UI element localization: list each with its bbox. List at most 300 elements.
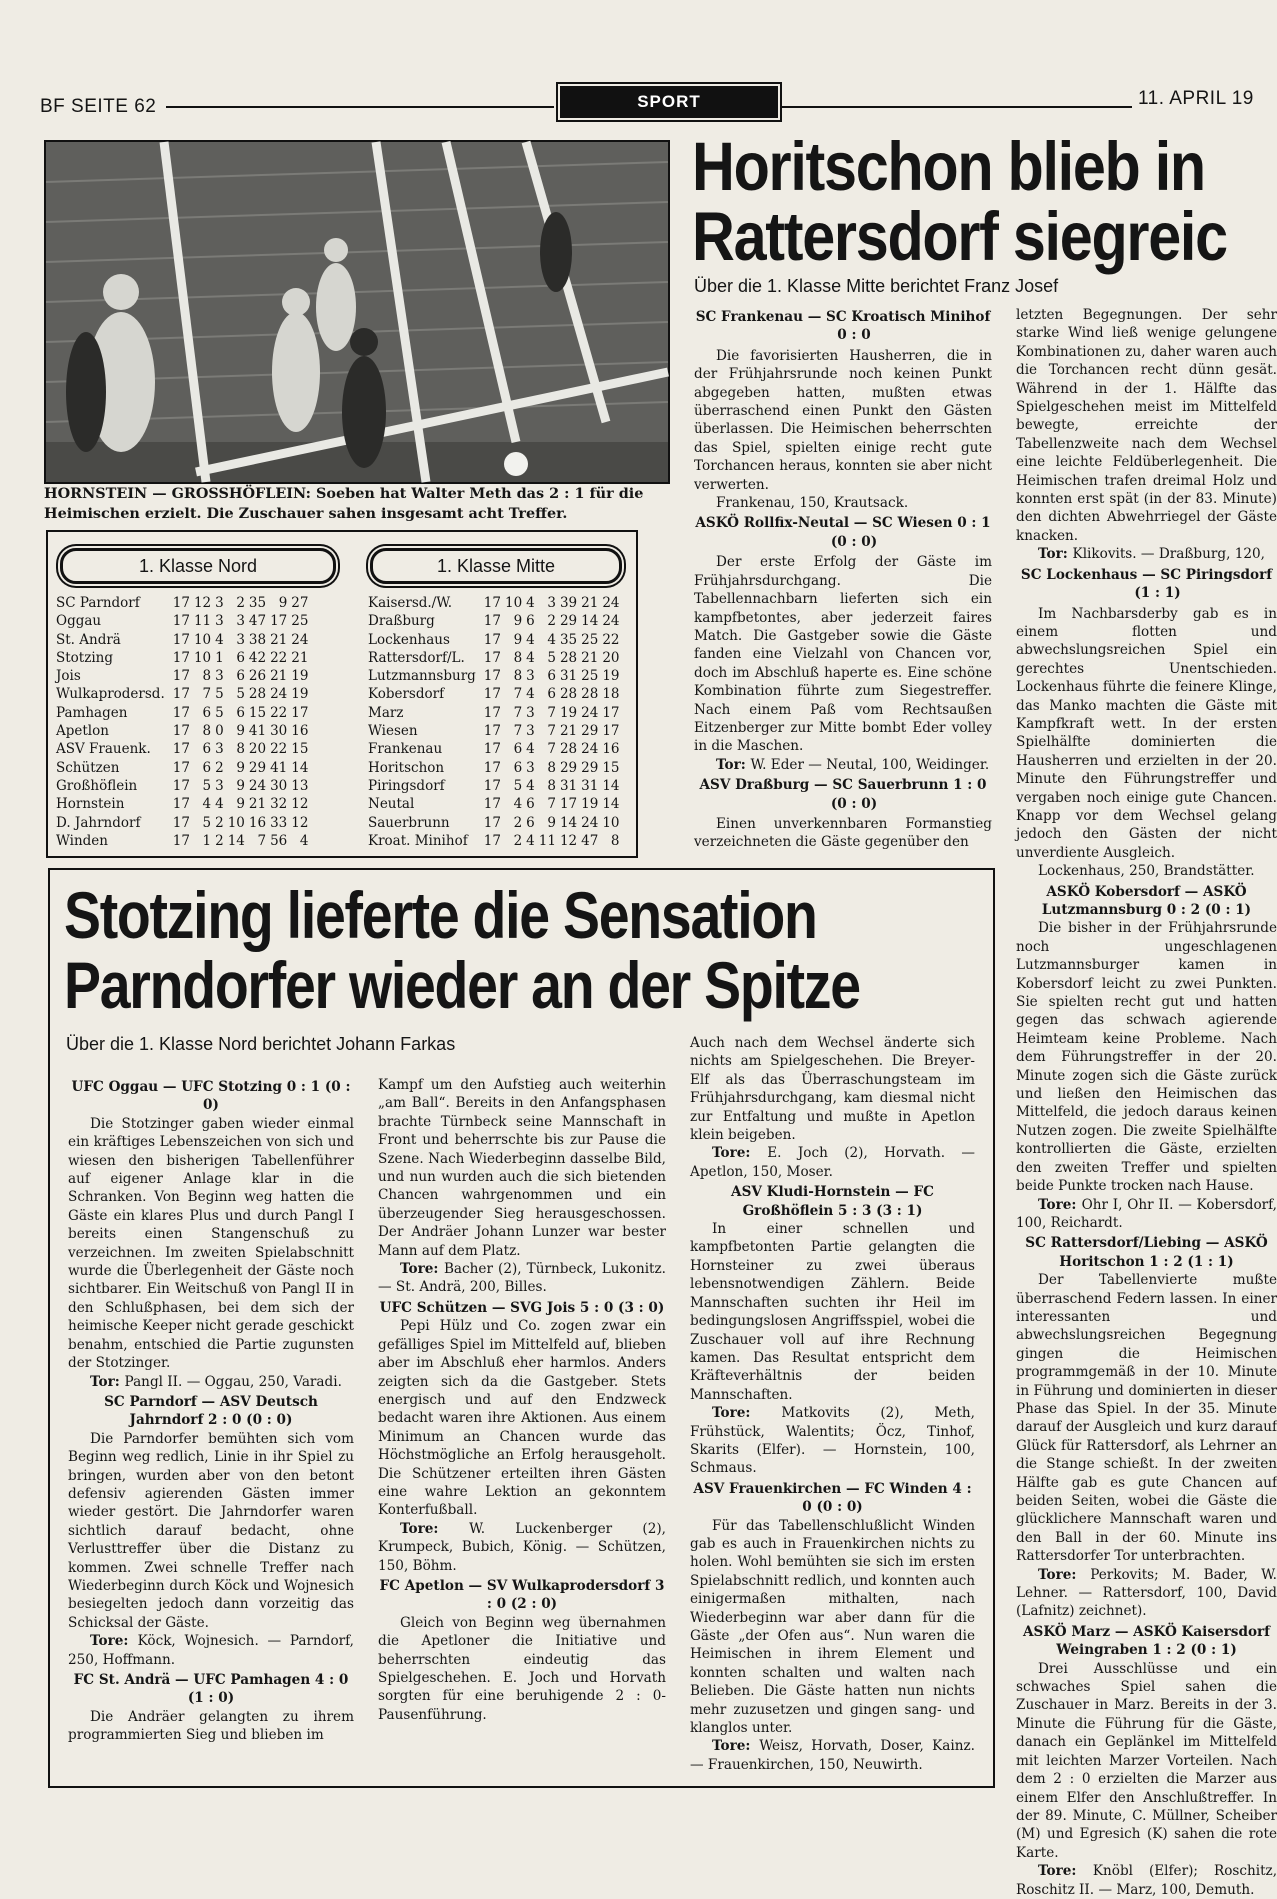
team-name: Marz xyxy=(368,704,404,721)
stat-cell: 29 xyxy=(559,759,578,776)
scorers-text: Perkovits; M. Bader, W. Lehner. — Rattersdorf, 100, David (Lafnitz) zeichnet). xyxy=(1016,1566,1277,1620)
paragraph: Kampf um den Aufstieg auch weiterhin „am Ball“. Bereits in den Anfangsphasen brachte Türnbeck seine Mannschaft in Front und beherrschte bis zur Pause die Szene. Nach Wiederbeginn dasselbe Bild, und nun wurden auch die sich bietenden Chancen wahrgenommen und ein überzeugender Sieg herausgeschossen. Der Andräer Johann Lunzer war bester Mann auf dem Platz. xyxy=(378,1077,666,1259)
masthead-rule-right xyxy=(780,106,1132,108)
team-name: Kobersdorf xyxy=(368,686,445,703)
scorers-label: Tore: xyxy=(1038,1196,1082,1213)
stat-cell: 6 xyxy=(236,668,245,685)
stat-cell: 2 xyxy=(215,814,224,831)
stat-cell: 35 xyxy=(248,595,267,611)
standings-nord-table xyxy=(54,594,310,850)
stat-cell: 17 xyxy=(483,613,501,630)
stat-cell: 14 xyxy=(227,832,245,849)
stat-cell: 17 xyxy=(172,777,190,794)
stat-cell: 17 xyxy=(172,631,190,648)
stat-cell: 10 xyxy=(193,631,212,648)
team-name: Kaisersd./W. xyxy=(368,595,453,611)
scorers-line xyxy=(1016,545,1277,563)
stat-cell: 28 xyxy=(581,686,599,703)
scorers-line xyxy=(694,756,992,774)
scorers-text: Köck, Wojnesich. — Parndorf, 250, Hoffmann. xyxy=(68,1633,354,1668)
standings-row xyxy=(54,832,310,850)
stat-cell: 8 xyxy=(236,741,245,758)
stat-cell: 14 xyxy=(602,777,620,794)
stat-cell: 12 xyxy=(291,796,309,813)
scorers-label: Tore: xyxy=(1038,1863,1093,1880)
paragraph: Einen unverkennbaren Formanstieg verzeichneten die Gäste gegenüber den xyxy=(694,815,992,851)
stat-cell: 3 xyxy=(215,595,224,611)
match-heading: FC St. Andrä — UFC Pamhagen 4 : 0 (1 : 0) xyxy=(73,1672,349,1707)
stat-cell: 2 xyxy=(547,613,556,630)
headline-mitte-line2: Rattersdorf siegreic xyxy=(692,198,1227,275)
stat-cell: 38 xyxy=(248,631,267,648)
team-name: Winden xyxy=(56,832,108,849)
article-nord-column-2 xyxy=(378,1076,666,1766)
scorers-text: Matkovits (2), Meth, Frühstück, Walentits; Öcz, Tinhof, Skarits (Elfer). — Hornstein, 100, Schmaus. xyxy=(690,1405,975,1477)
paragraph: In einer schnellen und kampfbetonten Partie gelangten die Hornsteiner zu zwei überaus lebensnotwendigen Zählern. Beide Mannschaften suchten ihr Heil im bedingungslosen Angriffsspiel, wobei die Zuschauer voll auf ihre Rechnung kamen. Das Resultat entspricht dem Kräfteverhältnis der beiden Mannschaften. xyxy=(690,1221,975,1403)
stat-cell: 15 xyxy=(602,759,620,776)
standings-row xyxy=(54,667,310,685)
standings-row xyxy=(366,740,622,758)
stat-cell: 28 xyxy=(559,686,578,703)
team-name: D. Jahrndorf xyxy=(56,814,141,831)
stat-cell: 17 xyxy=(172,613,190,630)
team-name: ASV Frauenk. xyxy=(56,741,151,758)
byline-mitte: Über die 1. Klasse Mitte berichtet Franz Josef xyxy=(694,276,1059,296)
stat-cell: 12 xyxy=(559,832,578,849)
stat-cell: 6 xyxy=(236,649,245,666)
halftime-score: 0 : 0 xyxy=(837,327,871,344)
stat-cell: 2 xyxy=(513,814,523,831)
stat-cell: 0 xyxy=(215,723,224,740)
stat-cell: 7 xyxy=(547,741,556,758)
stat-cell: 5 xyxy=(202,814,212,831)
stat-cell: 4 xyxy=(526,595,535,611)
article-nord-column-3 xyxy=(690,1034,975,1773)
stat-cell: 6 xyxy=(202,741,212,758)
stat-cell: 17 xyxy=(172,814,190,831)
standings-row xyxy=(54,649,310,667)
stat-cell: 4 xyxy=(547,631,556,648)
stat-cell: 24 xyxy=(270,686,288,703)
stat-cell: 17 xyxy=(483,595,501,611)
byline-nord: Über die 1. Klasse Nord berichtet Johann Farkas xyxy=(66,1034,456,1054)
stat-cell: 6 xyxy=(513,759,523,776)
scorers-label: Tor: xyxy=(90,1373,125,1390)
stat-cell: 24 xyxy=(291,631,309,648)
stat-cell: 4 xyxy=(202,796,212,813)
stat-cell: 10 xyxy=(602,814,620,831)
stat-cell: 3 xyxy=(526,668,535,685)
standings-row xyxy=(54,722,310,740)
stat-cell: 15 xyxy=(291,741,309,758)
scorers-label: Tore: xyxy=(400,1520,470,1537)
headline-mitte-line1: Horitschon blieb in xyxy=(692,128,1205,205)
paragraph: Lockenhaus, 250, Brandstätter. xyxy=(1038,863,1255,880)
paragraph: Die favorisierten Hausherren, die in der Frühjahrsrunde noch keinen Punkt abgegeben hatten, mußten etwas überraschend einen Punkt den Gästen überlassen. Die Heimischen beherrschten das Spiel, spielten einige recht gute Torchancen heraus, konnten sie aber nicht verwerten. xyxy=(694,347,992,493)
match-heading: ASV Draßburg — SC Sauerbrunn 1 : 0 xyxy=(699,777,987,794)
standings-nord-title: 1. Klasse Nord xyxy=(60,548,336,584)
stat-cell: 4 xyxy=(526,832,535,849)
stat-cell: 21 xyxy=(291,649,309,666)
scorers-text: E. Joch (2), Horvath. — Apetlon, 150, Moser. xyxy=(690,1145,975,1180)
standings-mitte-table xyxy=(366,594,622,850)
stat-cell: 8 xyxy=(202,668,212,685)
stat-cell: 16 xyxy=(602,741,620,758)
stat-cell: 24 xyxy=(581,741,599,758)
paragraph: Der Tabellenvierte mußte überraschend Federn lassen. In einer interessanten und abwechslungsreichen Begegnung gingen die Heimischen programmgemäß in der 10. Minute in Führung und dominierten in dieser Phase das Spiel. In der 35. Minute darauf der Ausgleich und kurz darauf Glück für Rattersdorf, als Lehrner an die Stange schießt. In der zweiten Hälfte gab es gute Chancen auf beiden Seiten, wobei die Gäste die glücklichere Mannschaft waren und den Ball in der 60. Minute ins Rattersdorfer Tor unterbrachten. xyxy=(1016,1272,1277,1565)
standings-row xyxy=(366,814,622,832)
scorers-text: Klikovits. — Draßburg, 120, xyxy=(1072,546,1265,563)
stat-cell: 24 xyxy=(602,613,620,630)
stat-cell: 6 xyxy=(526,613,535,630)
scorers-label: Tore: xyxy=(712,1145,768,1162)
stat-cell: 25 xyxy=(581,668,599,685)
stat-cell: 17 xyxy=(483,723,501,740)
stat-cell: 22 xyxy=(270,649,288,666)
stat-cell: 14 xyxy=(581,613,599,630)
standings-row xyxy=(366,722,622,740)
standings-row xyxy=(54,814,310,832)
standings-row xyxy=(366,685,622,703)
paragraph: Die Parndorfer bemühten sich vom Beginn weg redlich, Linie in ihr Spiel zu bringen, wurden aber von den betont defensiv agierenden Gästen immer wieder gestört. Die Jahrndorfer waren sichtlich darauf bedacht, ohne Verlusttreffer über die Distanz zu kommen. Zwei schnelle Treffer nach Wiederbeginn durch Köck und Wojnesich besiegelten jedoch dann vorzeitig das Schicksal der Gäste. xyxy=(68,1430,354,1631)
match-heading: ASKÖ Marz — ASKÖ Kaisersdorf Weingraben 1 : 2 (0 : 1) xyxy=(1022,1623,1271,1659)
scorers-text: Pangl II. — Oggau, 250, Varadi. xyxy=(124,1373,342,1390)
standings-mitte-title: 1. Klasse Mitte xyxy=(370,548,622,584)
stat-cell: 2 xyxy=(236,595,245,611)
stat-cell: 17 xyxy=(602,723,620,740)
paragraph: Die Andräer gelangten zu ihrem programmierten Sieg und blieben im xyxy=(68,1708,354,1744)
stat-cell: 6 xyxy=(202,759,212,776)
team-name: Hornstein xyxy=(56,796,125,813)
stat-cell: 3 xyxy=(236,631,245,648)
scorers-line xyxy=(378,1520,666,1575)
article-mitte-column-1 xyxy=(694,306,992,854)
stat-cell: 9 xyxy=(236,723,245,740)
stat-cell: 3 xyxy=(215,741,224,758)
stat-cell: 28 xyxy=(248,686,267,703)
stat-cell: 9 xyxy=(236,759,245,776)
stat-cell: 17 xyxy=(172,832,190,849)
paragraph: letzten Begegnungen. Der sehr starke Wind ließ wenige gelungene Kombinationen zu, daher waren auch die Torchancen recht dünn gesät. Während in der 1. Hälfte das Spielgeschehen meist im Mittelfeld bewegte, erreichte der Tabellenzweite nach dem Wechsel eine leichte Feldüberlegenheit. Die Heimischen trafen dreimal Holz und konnten erst spät (in der 83. Minute) den dichten Abwehrriegel der Gäste knacken. xyxy=(1016,307,1277,544)
stat-cell: 21 xyxy=(270,668,288,685)
scorers-line xyxy=(68,1632,354,1669)
stat-cell: 17 xyxy=(483,668,501,685)
stat-cell: 17 xyxy=(172,796,190,813)
paragraph: Auch nach dem Wechsel änderte sich nichts am Spielgeschehen. Die Breyer-Elf als das Überraschungsteam im Frühjahrsdurchgang, kam diesmal nicht zur Entfaltung und mußte in Apetlon klein beigeben. xyxy=(690,1035,975,1144)
stat-cell: 2 xyxy=(215,759,224,776)
stat-cell: 7 xyxy=(513,723,523,740)
stat-cell: 7 xyxy=(547,704,556,721)
stat-cell: 8 xyxy=(202,723,212,740)
match-heading: SC Rattersdorf/Liebing — ASKÖ Horitschon 1 : 2 (1 : 1) xyxy=(1025,1235,1268,1270)
stat-cell: 3 xyxy=(236,613,245,630)
standings-row xyxy=(366,704,622,722)
stat-cell: 4 xyxy=(526,649,535,666)
stat-cell: 33 xyxy=(270,814,288,831)
stat-cell: 20 xyxy=(248,741,267,758)
stat-cell: 17 xyxy=(483,759,501,776)
scorers-label: Tore: xyxy=(712,1405,782,1422)
team-name: Kroat. Minihof xyxy=(368,832,468,849)
stat-cell: 6 xyxy=(236,704,245,721)
team-name: Rattersdorf/L. xyxy=(368,649,465,666)
stat-cell: 21 xyxy=(581,649,599,666)
stat-cell: 11 xyxy=(538,832,556,849)
scorers-line xyxy=(690,1404,975,1478)
stat-cell: 7 xyxy=(513,704,523,721)
stat-cell: 13 xyxy=(291,777,309,794)
standings-row xyxy=(54,777,310,795)
stat-cell: 14 xyxy=(559,814,578,831)
stat-cell: 19 xyxy=(291,686,309,703)
team-name: Lutzmannsburg xyxy=(368,668,476,685)
standings-row xyxy=(54,594,310,612)
stat-cell: 25 xyxy=(581,631,599,648)
stat-cell: 24 xyxy=(602,595,620,611)
stat-cell: 2 xyxy=(513,832,523,849)
headline-nord-line1: Stotzing lieferte die Sensation xyxy=(64,878,817,952)
stat-cell: 42 xyxy=(248,649,267,666)
stat-cell: 16 xyxy=(248,814,267,831)
stat-cell: 17 xyxy=(483,649,501,666)
stat-cell: 6 xyxy=(526,814,535,831)
stat-cell: 10 xyxy=(227,814,245,831)
headline-nord-line2: Parndorfer wieder an der Spitze xyxy=(64,948,860,1022)
stat-cell: 17 xyxy=(172,668,190,685)
paragraph: Der erste Erfolg der Gäste im Frühjahrsdurchgang. Die Tabellennachbarn lieferten sich ein kampfbetontes, aber jederzeit faires Match. Die Gastgeber sowie die Gäste fanden eine Vielzahl von Chancen vor, doch im Abschluß haperte es. Eine schöne Kombination führte zum Siegestreffer. Nach einem Paß vom Rechtsaußen Eitzenberger zur Mitte bombt Eder volley in die Maschen. xyxy=(694,554,992,755)
paragraph: Pepi Hülz und Co. zogen zwar ein gefälliges Spiel im Mittelfeld auf, blieben aber im Abschluß eher harmlos. Anders zeigten sich da die Gastgeber. Stets energisch und auf den Endzweck bedacht waren ihre Aktionen. Aus einem Minimum an Chancen wurde das Höchstmögliche an Erfolg herausgeholt. Die Schützener erteilten ihren Gästen eine wahre Lektion an gekonntem Konterfußball. xyxy=(378,1318,666,1519)
stat-cell: 4 xyxy=(526,741,535,758)
scorers-label: Tore: xyxy=(400,1261,444,1278)
stat-cell: 9 xyxy=(236,796,245,813)
team-name: Wiesen xyxy=(368,723,418,740)
stat-cell: 4 xyxy=(526,631,535,648)
stat-cell: 22 xyxy=(270,704,288,721)
stat-cell: 8 xyxy=(547,777,556,794)
team-name: Stotzing xyxy=(56,649,113,666)
standings-row xyxy=(366,612,622,630)
stat-cell: 5 xyxy=(202,777,212,794)
team-name: Frankenau xyxy=(368,741,443,758)
standings-row xyxy=(366,795,622,813)
stat-cell: 12 xyxy=(193,595,212,611)
stat-cell: 25 xyxy=(291,613,309,630)
match-heading: FC Apetlon — SV Wulkaprodersdorf 3 : 0 (2 : 0) xyxy=(379,1577,665,1613)
stat-cell: 24 xyxy=(581,814,599,831)
stat-cell: 6 xyxy=(513,741,523,758)
match-heading: SC Lockenhaus — SC Piringsdorf xyxy=(1020,566,1273,583)
team-name: Sauerbrunn xyxy=(368,814,450,831)
stat-cell: 31 xyxy=(559,777,578,794)
scorers-text: Ohr I, Ohr II. — Kobersdorf, 100, Reichardt. xyxy=(1016,1196,1277,1231)
stat-cell: 17 xyxy=(483,796,501,813)
stat-cell: 5 xyxy=(215,686,224,703)
page-label: BF SEITE 62 xyxy=(40,96,157,117)
stat-cell: 21 xyxy=(248,796,267,813)
stat-cell: 17 xyxy=(172,595,190,611)
stat-cell: 41 xyxy=(270,759,288,776)
stat-cell: 30 xyxy=(270,777,288,794)
stat-cell: 6 xyxy=(526,796,535,813)
stat-cell: 17 xyxy=(172,704,190,721)
stat-cell: 3 xyxy=(215,613,224,630)
team-name: SC Parndorf xyxy=(56,595,140,611)
stat-cell: 20 xyxy=(602,649,620,666)
match-photo xyxy=(44,140,670,484)
stat-cell: 29 xyxy=(248,759,267,776)
team-name: Piringsdorf xyxy=(368,777,445,794)
standings-row xyxy=(366,631,622,649)
stat-cell: 4 xyxy=(215,631,224,648)
scorers-text: Bacher (2), Türnbeck, Lukonitz. — St. Andrä, 200, Billes. xyxy=(378,1261,666,1296)
stat-cell: 4 xyxy=(215,796,224,813)
stat-cell: 3 xyxy=(215,668,224,685)
stat-cell: 41 xyxy=(248,723,267,740)
stat-cell: 17 xyxy=(172,741,190,758)
stat-cell: 10 xyxy=(193,649,212,666)
stat-cell: 4 xyxy=(299,832,309,849)
photo-illustration xyxy=(46,142,668,482)
stat-cell: 4 xyxy=(526,777,535,794)
standings-row xyxy=(366,649,622,667)
photo-caption xyxy=(44,484,674,524)
stat-cell: 12 xyxy=(291,814,309,831)
stat-cell: 17 xyxy=(483,631,501,648)
standings-row xyxy=(366,832,622,850)
stat-cell: 31 xyxy=(581,777,599,794)
stat-cell: 24 xyxy=(581,704,599,721)
stat-cell: 14 xyxy=(291,759,309,776)
standings-box xyxy=(46,530,638,858)
standings-row xyxy=(54,685,310,703)
stat-cell: 18 xyxy=(602,686,620,703)
standings-row xyxy=(366,759,622,777)
article-mitte-column-2 xyxy=(1016,306,1277,1898)
stat-cell: 17 xyxy=(270,613,288,630)
stat-cell: 11 xyxy=(193,613,212,630)
match-heading: SC Parndorf — ASV Deutsch Jahrndorf 2 : 0 (0 : 0) xyxy=(104,1393,318,1429)
caption-text: Soeben hat Walter Meth das 2 : 1 für die Heimischen erzielt. Die Zuschauer sahen insgesamt acht Treffer. xyxy=(44,485,644,522)
stat-cell: 4 xyxy=(526,686,535,703)
stat-cell: 8 xyxy=(513,668,523,685)
stat-cell: 1 xyxy=(202,832,212,849)
stat-cell: 17 xyxy=(172,649,190,666)
standings-row xyxy=(54,631,310,649)
stat-cell: 39 xyxy=(559,595,578,611)
stat-cell: 28 xyxy=(559,649,578,666)
stat-cell: 30 xyxy=(270,723,288,740)
paragraph: Für das Tabellenschlußlicht Winden gab es auch in Frauenkirchen nichts zu holen. Wohl bemühten sie sich im ersten Spielabschnitt redlich, und konnten auch einigermaßen mithalten, nach Wiederbeginn war aber dann für die Gäste „der Ofen aus“. Nun waren die Heimischen in ihrem Element und konnten schalten und walten nach Belieben. Die Gäste hatten nun nichts mehr zuzusetzen und gingen sang- und klanglos unter. xyxy=(690,1517,975,1737)
stat-cell: 7 xyxy=(547,796,556,813)
team-name: St. Andrä xyxy=(56,631,121,648)
scorers-label: Tor: xyxy=(716,756,751,773)
stat-cell: 19 xyxy=(559,704,578,721)
stat-cell: 26 xyxy=(248,668,267,685)
team-name: Jois xyxy=(56,668,81,685)
stat-cell: 17 xyxy=(291,704,309,721)
stat-cell: 6 xyxy=(547,668,556,685)
team-name: Draßburg xyxy=(368,613,435,630)
match-heading: UFC Schützen — SVG Jois 5 : 0 (3 : 0) xyxy=(379,1299,665,1316)
scorers-line xyxy=(1016,1196,1277,1233)
scorers-line xyxy=(68,1373,354,1391)
stat-cell: 9 xyxy=(547,814,556,831)
paragraph: Die Stotzinger gaben wieder einmal ein kräftiges Lebenszeichen von sich und wiesen den bisherigen Tabellenführer auf eigener Anlage klar in die Schranken. Von Beginn weg hatten die Gäste ein klares Plus und durch Pangl I bereits einen Stangenschuß zu verzeichnen. Im zweiten Spielabschnitt wurde die Überlegenheit der Gäste noch sichtbarer. Ein Weitschuß von Pangl II in den Schlußphasen, bei dem sich der heimische Keeper nicht gerade geschickt benahm, entschied die Partie zugunsten der Stotzinger. xyxy=(68,1115,354,1372)
team-name: Horitschon xyxy=(368,759,445,776)
match-heading: SC Frankenau — SC Kroatisch Minihof xyxy=(695,309,991,325)
stat-cell: 7 xyxy=(257,832,267,849)
stat-cell: 17 xyxy=(483,832,501,849)
paragraph: Im Nachbarsderby gab es in einem flotten und abwechslungsreichen Spiel ein gerechtes Unentschieden. Lockenhaus führte die feinere Klinge, das Manko machten die Gäste mit Kampfkraft wett. In der ersten Spielhälfte dominierten die Hausherren und erzielten in der 20. Minute den Führungstreffer und vergaben noch einige gute Chancen. Knapp vor dem Wechsel gelang jedoch den Gästen der nicht unverdiente Ausgleich. xyxy=(1016,605,1277,861)
halftime-score: (0 : 0) xyxy=(830,795,878,812)
halftime-score: (1 : 1) xyxy=(1134,585,1181,602)
stat-cell: 22 xyxy=(270,741,288,758)
scorers-line xyxy=(690,1144,975,1181)
stat-cell: 8 xyxy=(610,832,620,849)
stat-cell: 35 xyxy=(559,631,578,648)
match-heading: ASV Frauenkirchen — FC Winden 4 : 0 (0 : 0) xyxy=(693,1480,972,1516)
paragraph: Drei Ausschlüsse und ein schwaches Spiel sahen die Zuschauer in Marz. Bereits in der 3. Minute die Führung für die Gäste, danach ein Geplänkel im Mittelfeld mit leichten Marzer Vorteilen. Nach dem 2 : 0 erzielten die Marzer aus einem Elfer den Anschlußtreffer. In der 89. Minute, C. Müllner, Scheiber (M) und Egresich (K) sahen die rote Karte. xyxy=(1016,1660,1277,1861)
team-name: Neutal xyxy=(368,796,415,813)
caption-lead: HORNSTEIN — GROSSHÖFLEIN: xyxy=(44,485,311,502)
scorers-line xyxy=(378,1260,666,1297)
stat-cell: 9 xyxy=(513,613,523,630)
standings-row xyxy=(366,777,622,795)
stat-cell: 7 xyxy=(547,723,556,740)
team-name: Pamhagen xyxy=(56,704,128,721)
stat-cell: 6 xyxy=(202,704,212,721)
halftime-score: (0 : 0) xyxy=(830,533,878,550)
standings-row xyxy=(54,795,310,813)
scorers-label: Tore: xyxy=(1038,1566,1091,1583)
stat-cell: 17 xyxy=(483,741,501,758)
stat-cell: 17 xyxy=(483,704,501,721)
scorers-text: Knöbl (Elfer); Roschitz, Roschitz II. — Marz, 100, Demuth. xyxy=(1016,1863,1277,1898)
stat-cell: 21 xyxy=(581,595,599,611)
scorers-line xyxy=(690,1737,975,1774)
stat-cell: 47 xyxy=(581,832,599,849)
stat-cell: 9 xyxy=(278,595,288,611)
team-name: Wulkaprodersd. xyxy=(56,686,165,703)
stat-cell: 17 xyxy=(172,723,190,740)
scorers-line xyxy=(1016,1862,1277,1899)
stat-cell: 27 xyxy=(291,595,309,611)
stat-cell: 3 xyxy=(215,777,224,794)
masthead-rule-left xyxy=(166,106,554,108)
stat-cell: 2 xyxy=(215,832,224,849)
stat-cell: 10 xyxy=(504,595,523,611)
standings-row xyxy=(54,759,310,777)
paragraph: Gleich von Beginn weg übernahmen die Apetloner die Initiative und beherrschten eindeutig das Spielgeschehen. E. Joch und Horvath sorgten für eine beruhigende 2 : 0-Pausenführung. xyxy=(378,1614,666,1723)
match-heading: ASKÖ Rollfix-Neutal — SC Wiesen 0 : 1 xyxy=(695,515,991,532)
team-name: Oggau xyxy=(56,613,102,630)
team-name: Schützen xyxy=(56,759,120,776)
stat-cell: 17 xyxy=(559,796,578,813)
scorers-line xyxy=(1016,1566,1277,1621)
stat-cell: 7 xyxy=(513,686,523,703)
stat-cell: 4 xyxy=(513,796,523,813)
issue-date: 11. APRIL 19 xyxy=(1138,88,1254,109)
scorers-text: Weisz, Horvath, Doser, Kainz. — Frauenkirchen, 150, Neuwirth. xyxy=(690,1738,975,1773)
stat-cell: 17 xyxy=(483,814,501,831)
standings-row xyxy=(54,704,310,722)
stat-cell: 22 xyxy=(602,631,620,648)
paragraph: Die bisher in der Frühjahrsrunde noch ungeschlagenen Lutzmannsburger kamen in Kobersdorf leicht zu zwei Punkten. Sie spielten recht gut und hatten gegen das schwach agierende Heimteam keine Probleme. Nach dem Führungstreffer in der 20. Minute zogen sich die Gäste zurück und ließen den Heimischen das Mittelfeld, die jedoch daraus keinen Nutzen zogen. Die zweite Spielhälfte kontrollierten die Gäste, erzielten den zweiten Treffer und spielten beide Punkte trocken nach Hause. xyxy=(1016,920,1277,1195)
team-name: Lockenhaus xyxy=(368,631,450,648)
stat-cell: 17 xyxy=(483,686,501,703)
match-heading: ASV Kludi-Hornstein — FC Großhöflein 5 : 3 (3 : 1) xyxy=(731,1184,934,1219)
stat-cell: 28 xyxy=(559,741,578,758)
